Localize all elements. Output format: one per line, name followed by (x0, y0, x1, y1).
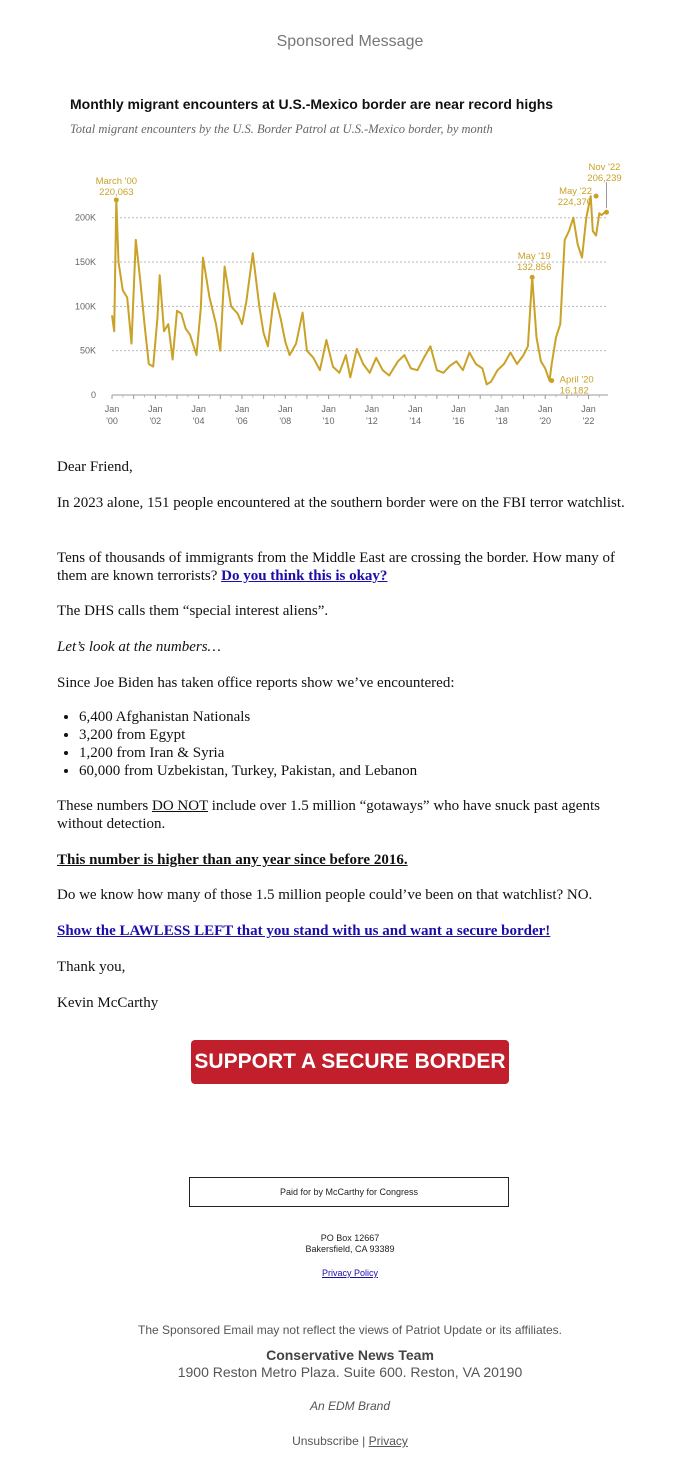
paragraph-7-wrap (57, 851, 647, 869)
y-tick-label: 150K (74, 257, 96, 268)
x-tick-month: Jan (537, 404, 553, 414)
encounters-chart (52, 88, 632, 436)
x-tick-month: Jan (234, 404, 250, 414)
x-tick-month: Jan (407, 404, 423, 414)
paragraph-6-wrap (57, 797, 647, 833)
paragraph-1-wrap (57, 494, 647, 512)
paragraph-6 (57, 797, 647, 833)
x-tick-month: Jan (581, 404, 596, 414)
sponsored-label: Sponsored Message (276, 33, 424, 50)
annotation-label: April '20 (559, 374, 594, 386)
x-tick-month: Jan (278, 404, 293, 414)
x-tick-label: '22 (582, 416, 595, 426)
x-tick-label: '20 (539, 416, 552, 426)
x-tick-label: '04 (192, 416, 205, 426)
x-tick-label: '00 (106, 416, 118, 426)
annotation-value: 224,370 (557, 197, 593, 209)
annotation-value: 220,063 (99, 186, 134, 198)
series-line-encounters (112, 196, 607, 384)
paragraph-9-wrap (57, 922, 647, 940)
paragraph-3: The DHS calls them “special interest aliens”. (57, 603, 329, 619)
privacy-policy-wrap (0, 1268, 700, 1279)
paragraph-6-b: include over 1.5 million “gotaways” who have snuck past agents without detection. (57, 798, 600, 832)
x-tick-label: '18 (496, 416, 508, 426)
list-item: • 6,400 Afghanistan Nationals (79, 708, 647, 726)
paragraph-6-a: These numbers (57, 798, 152, 814)
y-tick-label: 0 (90, 390, 96, 400)
paid-for-box: Paid for by McCarthy for Congress (189, 1177, 509, 1207)
x-tick-month: Jan (104, 404, 120, 414)
paragraph-9 (57, 922, 647, 940)
x-tick-label: '08 (279, 416, 292, 426)
paragraph-2 (57, 549, 647, 585)
paragraph-3-wrap (57, 602, 647, 620)
annotation-dot (549, 378, 554, 383)
chart-subtitle: Total migrant encounters by the U.S. Border Patrol at U.S.-Mexico border, by month (70, 122, 493, 136)
paragraph-5-wrap (57, 674, 647, 692)
unsubscribe-link[interactable]: Unsubscribe (292, 1434, 359, 1448)
support-secure-border-button[interactable]: SUPPORT A SECURE BORDER (191, 1040, 509, 1084)
annotation-label: May '22 (559, 186, 593, 198)
annotation-value: 16,182 (559, 385, 589, 397)
footer-org: Conservative News Team (266, 1347, 434, 1363)
privacy-policy-link[interactable]: Privacy Policy (321, 1268, 378, 1278)
signature-wrap (57, 994, 647, 1012)
chart-svg (52, 88, 632, 436)
x-tick-month: Jan (494, 404, 510, 414)
greeting: Dear Friend, (57, 459, 133, 475)
footer-links (0, 1434, 700, 1448)
x-tick-label: '12 (366, 416, 378, 426)
annotation-dot (530, 275, 535, 280)
annotation-value: 132,856 (517, 262, 552, 274)
list-item: • 60,000 from Uzbekistan, Turkey, Pakistan, and Lebanon (79, 762, 647, 780)
paragraph-8-wrap (57, 886, 647, 904)
annotation-label: March '00 (95, 175, 138, 187)
y-tick-label: 50K (79, 345, 96, 356)
okay-link[interactable]: Do you think this is okay? (221, 568, 388, 584)
list-item: • 3,200 from Egypt (79, 726, 647, 744)
paragraph-2-text: Tens of thousands of immigrants from the Middle East are crossing the border. How many of them are known terrorists? (57, 550, 616, 584)
x-tick-month: Jan (364, 404, 380, 414)
paragraph-4: Let’s look at the numbers… (57, 639, 221, 655)
footer-brand: An EDM Brand (309, 1399, 391, 1413)
closing: Thank you, (57, 959, 126, 975)
paragraph-2-wrap (57, 549, 647, 585)
list-item: • 1,200 from Iran & Syria (79, 744, 647, 762)
x-tick-month: Jan (148, 404, 163, 414)
chart-title: Monthly migrant encounters at U.S.-Mexico border are near record highs (70, 96, 554, 112)
paragraph-5: Since Joe Biden has taken office reports show we’ve encountered: (57, 675, 455, 691)
annotation-dot (594, 194, 599, 199)
footer-privacy-link[interactable]: Privacy (368, 1434, 408, 1448)
paragraph-1: In 2023 alone, 151 people encountered at the southern border were on the FBI terror watchlist. (57, 495, 625, 511)
annotation-dot (114, 197, 119, 202)
footer-address: 1900 Reston Metro Plaza. Suite 600. Reston, VA 20190 (177, 1364, 523, 1380)
email-body (57, 458, 647, 476)
footer-note: The Sponsored Email may not reflect the views of Patriot Update or its affiliates. (138, 1323, 562, 1337)
address-line-1: PO Box 12667 (320, 1233, 380, 1243)
y-tick-label: 200K (74, 212, 96, 223)
x-tick-label: '06 (236, 416, 248, 426)
annotation-label: Nov '22 (588, 162, 621, 174)
x-tick-month: Jan (321, 404, 336, 414)
footer-separator: | (362, 1434, 366, 1448)
bullet-list (57, 708, 647, 780)
paragraph-7: This number is higher than any year since before 2016. (57, 852, 408, 868)
y-tick-label: 100K (74, 301, 96, 312)
annotation-value: 206,239 (587, 173, 622, 185)
do-not-text: DO NOT (151, 798, 208, 814)
x-tick-label: '16 (452, 416, 465, 426)
paragraph-4-wrap (57, 638, 647, 656)
signature: Kevin McCarthy (57, 995, 159, 1011)
annotation-label: May '19 (517, 251, 551, 263)
x-tick-month: Jan (451, 404, 466, 414)
x-tick-label: '02 (149, 416, 162, 426)
x-tick-label: '10 (322, 416, 335, 426)
mailing-address (0, 1233, 700, 1255)
annotation-dot (604, 210, 609, 215)
bullet-list-wrap (57, 708, 647, 780)
x-tick-month: Jan (191, 404, 206, 414)
paragraph-8: Do we know how many of those 1.5 million people could’ve been on that watchlist? NO. (57, 887, 593, 903)
x-tick-label: '14 (409, 416, 422, 426)
secure-border-link[interactable]: Show the LAWLESS LEFT that you stand with us and want a secure border! (57, 923, 551, 939)
closing-wrap (57, 958, 647, 976)
address-line-2: Bakersfield, CA 93389 (305, 1244, 395, 1254)
